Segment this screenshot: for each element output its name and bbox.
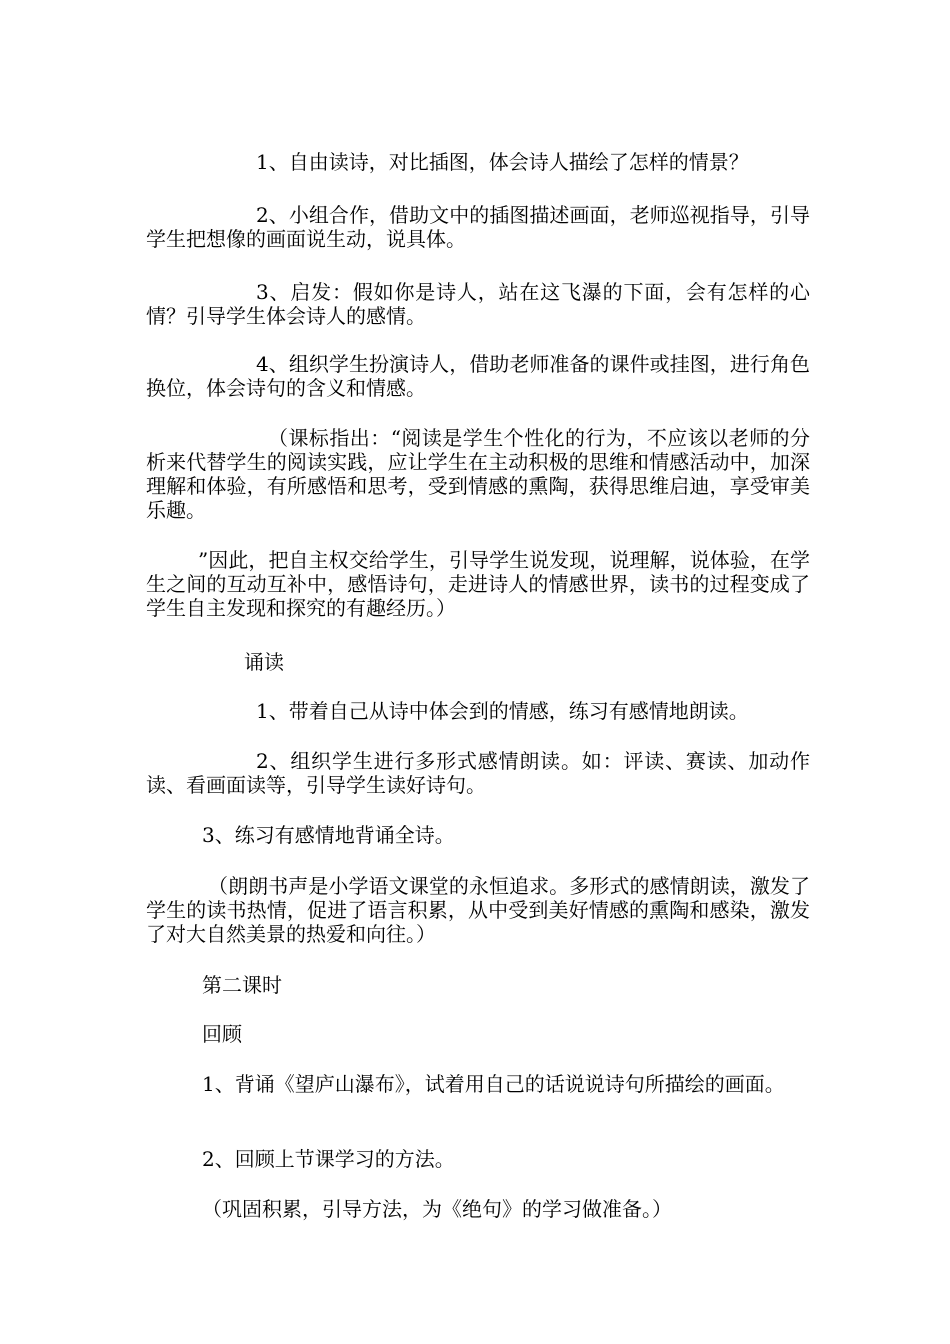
paragraph-recite-poem: 3、练习有感情地背诵全诗。 (202, 823, 455, 847)
paragraph-review-method: 2、回顾上节课学习的方法。 (202, 1147, 455, 1171)
paragraph-multi-form-reading: 2、组织学生进行多形式感情朗读。如：评读、赛读、加动作读、看画面读等，引导学生读好诗句。 (146, 749, 810, 797)
paragraph-reading-note: （朗朗书声是小学语文课堂的永恒追求。多形式的感情朗读，激发了学生的读书热情，促进了语言积累，从中受到美好情感的熏陶和感染，激发了对大自然美景的热爱和向往。） (146, 874, 810, 946)
paragraph-recite-lushan: 1、背诵《望庐山瀑布》，试着用自己的话说说诗句所描绘的画面。 (202, 1072, 785, 1096)
section-heading-second-lesson: 第二课时 (202, 973, 282, 997)
paragraph-read-with-feeling: 1、带着自己从诗中体会到的情感，练习有感情地朗读。 (256, 699, 749, 723)
section-heading-review: 回顾 (202, 1022, 242, 1046)
paragraph-role-play: 4、组织学生扮演诗人，借助老师准备的课件或挂图，进行角色换位，体会诗句的含义和情感。 (146, 352, 810, 400)
paragraph-group-work: 2、小组合作，借助文中的插图描述画面，老师巡视指导，引导学生把想像的画面说生动，说具体。 (146, 203, 810, 251)
paragraph-inspire: 3、启发：假如你是诗人，站在这飞瀑的下面，会有怎样的心情？引导学生体会诗人的感情。 (146, 280, 810, 328)
paragraph-consolidate-note: （巩固积累，引导方法，为《绝句》的学习做准备。） (202, 1197, 672, 1221)
paragraph-curriculum-quote: （课标指出：“阅读是学生个性化的行为，不应该以老师的分析来代替学生的阅读实践，应让学生在主动积极的思维和情感活动中，加深理解和体验，有所感悟和思考，受到情感的熏陶，获得思维启迪，享受审美乐趣。 (146, 426, 810, 522)
paragraph-therefore: ”因此，把自主权交给学生，引导学生说发现，说理解，说体验，在学生之间的互动互补中，感悟诗句，走进诗人的情感世界，读书的过程变成了学生自主发现和探究的有趣经历。） (146, 548, 810, 620)
paragraph-read-freely: 1、自由读诗，对比插图，体会诗人描绘了怎样的情景？ (256, 150, 749, 174)
section-heading-recite: 诵读 (244, 650, 284, 674)
